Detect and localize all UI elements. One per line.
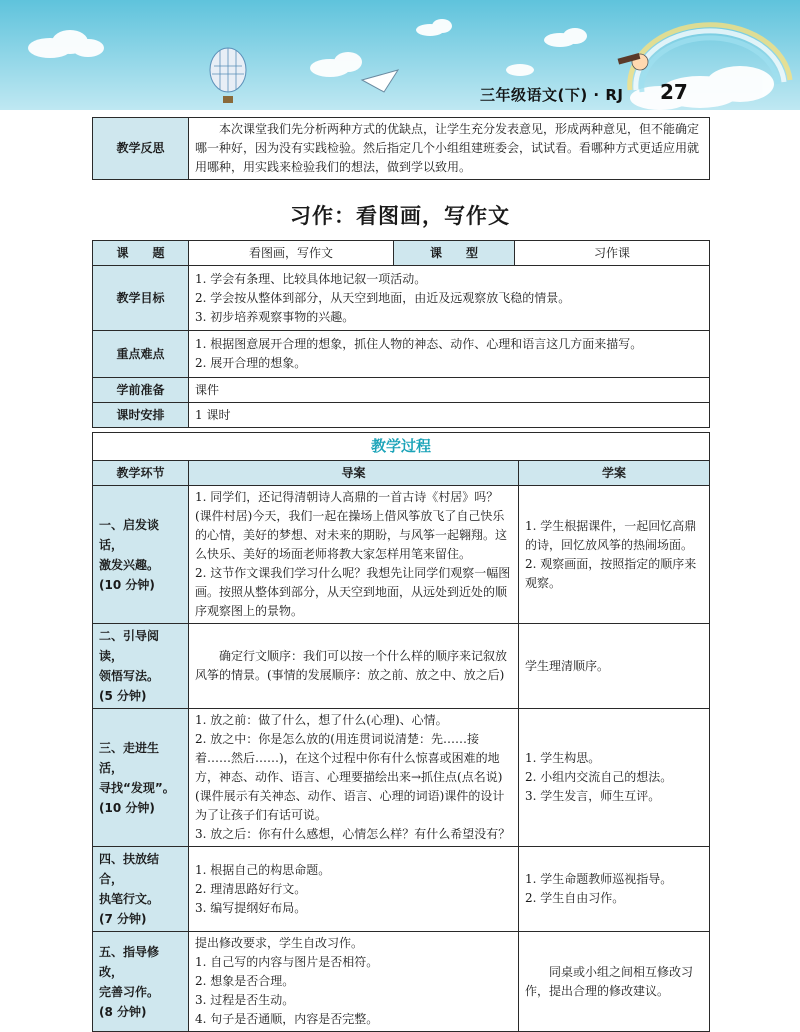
subject-label: 三年级语文(下) · RJ — [480, 86, 624, 104]
list-item: 1. 学生命题教师巡视指导。 — [525, 872, 673, 886]
reflection-label: 教学反思 — [93, 118, 189, 180]
prep-value: 课件 — [189, 378, 710, 403]
list-item: 1. 自己写的内容与图片是否相符。 — [195, 955, 379, 969]
time-label: 课时安排 — [93, 403, 189, 428]
stage-line: (10 分钟) — [99, 577, 155, 592]
list-item: 2. 想象是否合理。 — [195, 974, 295, 988]
col-stage-header: 教学环节 — [93, 461, 189, 486]
table-row — [93, 847, 710, 932]
list-item: 2. 展开合理的想象。 — [195, 356, 307, 370]
list-item: 1. 学会有条理、比较具体地记叙一项活动。 — [195, 271, 427, 286]
stage-line: 五、指导修改， — [99, 944, 160, 979]
stage-label — [93, 624, 189, 709]
list-item: 1. 学生构思。 — [525, 751, 601, 765]
table-row — [93, 486, 710, 624]
stage-line: (8 分钟) — [99, 1004, 147, 1019]
list-item: 2. 学生自由习作。 — [525, 891, 625, 905]
study-cell — [519, 486, 710, 624]
topic-label: 课 题 — [93, 241, 189, 266]
page-title: 习作：看图画，写作文 — [290, 204, 510, 228]
stage-label — [93, 932, 189, 1032]
guide-intro: 提出修改要求，学生自改习作。 — [195, 936, 364, 950]
list-item: 3. 编写提纲好布局。 — [195, 900, 307, 915]
list-item: 1. 同学们，还记得清朝诗人高鼎的一首古诗《村居》吗？(课件村居)今天，我们一起在操场上借风筝放飞了自己快乐的心情，美好的梦想、对未来的期盼，与风筝一起翱翔。这么快乐、美好的场面老师将教大家怎样用笔来留住。 — [195, 490, 508, 561]
stage-line: (7 分钟) — [99, 912, 147, 926]
stage-line: 激发兴趣。 — [99, 557, 160, 572]
list-item: 1. 根据自己的构思命题。 — [195, 862, 331, 877]
guide-cell: 确定行文顺序：我们可以按一个什么样的顺序来记叙放风筝的情景。(事情的发展顺序：放之前、放之中、放之后) — [189, 624, 519, 709]
list-item: 2. 放之中：你是怎么放的(用连贯词说清楚：先……接着……然后……)，在这个过程中你有什么惊喜或困难的地方，神态、动作、语言、心理要描绘出来→抓住点(点名说)(课件展示有关神态、动作、语言、心理的词语)课件的设计为了让孩子们有话可说。 — [195, 732, 505, 822]
stage-line: 一、启发谈话， — [99, 517, 160, 552]
list-item: 2. 这节作文课我们学习什么呢？我想先让同学们观察一幅图画。按照从整体到部分，从天空到地面，从远处到近处的顺序观察图上的景物。 — [195, 566, 511, 618]
stage-line: 三、走进生活， — [99, 740, 160, 775]
list-item: 2. 观察画面，按照指定的顺序来观察。 — [525, 556, 697, 590]
guide-cell — [189, 486, 519, 624]
time-value: 1 课时 — [189, 403, 710, 428]
stage-line: 完善习作。 — [99, 984, 160, 999]
stage-line: 执笔行文。 — [99, 892, 160, 906]
col-study-header: 学案 — [519, 461, 710, 486]
list-item: 2. 理清思路好行文。 — [195, 881, 307, 896]
page-number: 27 — [660, 80, 688, 104]
stage-label — [93, 709, 189, 847]
type-label: 课 型 — [394, 241, 515, 266]
type-value: 习作课 — [515, 241, 710, 266]
list-item: 3. 放之后：你有什么感想，心情怎么样？有什么希望没有？ — [195, 827, 511, 841]
table-row — [93, 709, 710, 847]
reflection-text: 本次课堂我们先分析两种方式的优缺点，让学生充分发表意见，形成两种意见，但不能确定哪一种好，因为没有实践检验。然后指定几个小组组建班委会，试试看。看哪种方式更适应用就用哪种，用实践来检验我们的想法，做到学以致用。 — [189, 118, 710, 180]
list-item: 2. 学会按从整体到部分，从天空到地面，由近及远观察放飞稳的情景。 — [195, 290, 571, 305]
stage-line: (10 分钟) — [99, 800, 155, 815]
goals-label: 教学目标 — [93, 266, 189, 331]
stage-line: 二、引导阅读， — [99, 629, 160, 663]
lesson-info-table — [92, 240, 710, 428]
list-item: 3. 学生发言，师生互评。 — [525, 789, 661, 803]
section-title: 教学过程 — [93, 433, 710, 461]
study-cell: 学生理清顺序。 — [519, 624, 710, 709]
table-row — [93, 624, 710, 709]
table-row — [93, 932, 710, 1032]
study-cell — [519, 709, 710, 847]
goals-list — [189, 266, 710, 331]
guide-cell — [189, 709, 519, 847]
prep-label: 学前准备 — [93, 378, 189, 403]
col-guide-header: 导案 — [189, 461, 519, 486]
list-item: 2. 小组内交流自己的想法。 — [525, 770, 673, 784]
process-table — [92, 432, 710, 1032]
stage-line: 四、扶放结合， — [99, 852, 160, 886]
guide-cell — [189, 932, 519, 1032]
list-item: 3. 初步培养观察事物的兴趣。 — [195, 309, 355, 324]
reflection-table — [92, 117, 710, 180]
stage-label — [93, 486, 189, 624]
list-item: 1. 放之前：做了什么，想了什么(心理)、心情。 — [195, 713, 448, 727]
study-cell: 同桌或小组之间相互修改习作，提出合理的修改建议。 — [519, 932, 710, 1032]
list-item: 4. 句子是否通顺，内容是否完整。 — [195, 1012, 379, 1026]
stage-label — [93, 847, 189, 932]
key-label: 重点难点 — [93, 331, 189, 378]
guide-cell — [189, 847, 519, 932]
list-item: 1. 学生根据课件，一起回忆高鼎的诗，回忆放风筝的热闹场面。 — [525, 518, 697, 552]
list-item: 1. 根据图意展开合理的想象，抓住人物的神态、动作、心理和语言这几方面来描写。 — [195, 337, 643, 351]
topic-value: 看图画，写作文 — [189, 241, 394, 266]
key-list — [189, 331, 710, 378]
study-cell — [519, 847, 710, 932]
stage-line: 寻找“发现”。 — [99, 780, 175, 795]
stage-line: 领悟写法。 — [99, 669, 160, 683]
stage-line: (5 分钟) — [99, 689, 147, 703]
list-item: 3. 过程是否生动。 — [195, 993, 295, 1007]
